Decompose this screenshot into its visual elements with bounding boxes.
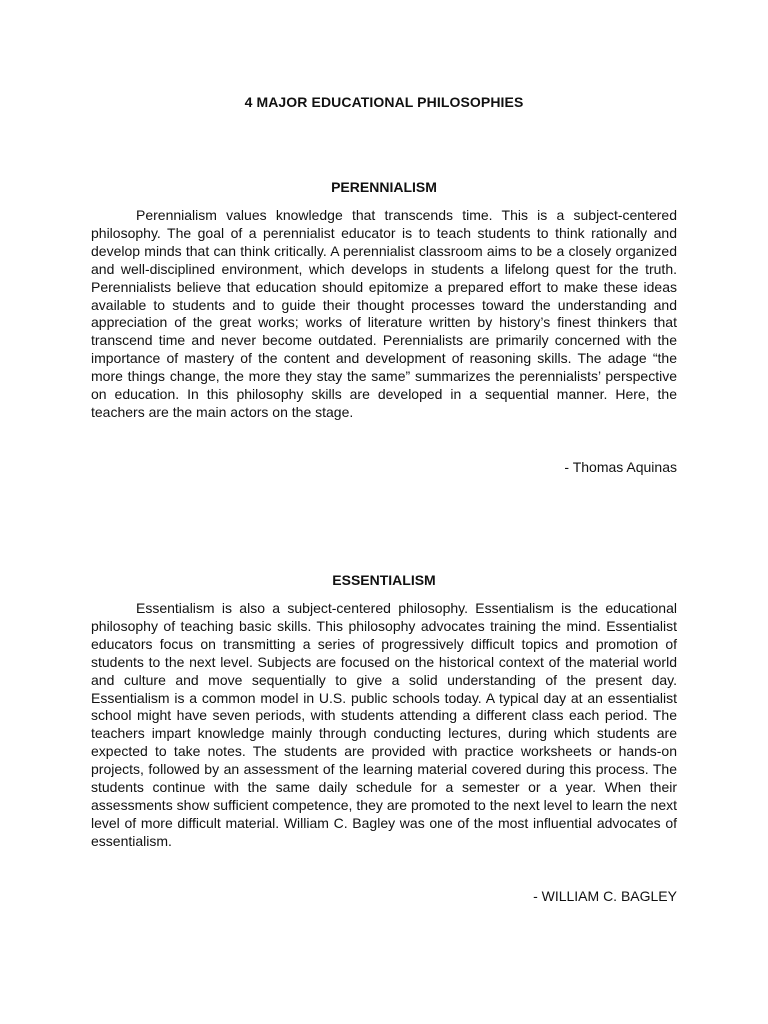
section-perennialism [91,179,677,475]
section-body: Essentialism is also a subject-centered philosophy. Essentialism is the educational philosophy of teaching basic skills. This philosophy advocates training the mind. Essentialist educators focus on transmitting a series of progressively difficult topics and promotion of students to the next level. Subjects are focused on the historical context of the material world and culture and move sequentially to give a solid understanding of the present day. Essentialism is a common model in U.S. public schools today. A typical day at an essentialist school might have seven periods, with students attending a different class each period. The teachers impart knowledge mainly through conducting lectures, during which students are expected to take notes. The students are provided with practice worksheets or hands-on projects, followed by an assessment of the learning material covered during this process. The students continue with the same daily schedule for a semester or a year. When their assessments show sufficient competence, they are promoted to the next level to learn the next level of more difficult material. William C. Bagley was one of the most influential advocates of essentialism. [91,600,677,849]
attribution: - Thomas Aquinas [564,458,677,475]
section-body: Perennialism values knowledge that transcends time. This is a subject-centered philosophy. The goal of a perennialist educator is to teach students to think rationally and develop minds that can think critically. A perennialist classroom aims to be a closely organized and well-disciplined environment, which develops in students a lifelong quest for the truth. Perennialists believe that education should epitomize a prepared effort to make these ideas available to students and to guide their thought processes toward the understanding and appreciation of the great works; works of literature written by history’s finest thinkers that transcend time and never become outdated. Perennialists are primarily concerned with the importance of mastery of the content and development of reasoning skills. The adage “the more things change, the more they stay the same” summarizes the perennialists’ perspective on education. In this philosophy skills are developed in a sequential manner. Here, the teachers are the main actors on the stage. [91,207,677,420]
document-title: 4 MAJOR EDUCATIONAL PHILOSOPHIES [244,94,524,110]
attribution: - WILLIAM C. BAGLEY [533,887,677,904]
section-essentialism [91,572,677,904]
section-heading: PERENNIALISM [331,179,437,195]
section-heading: ESSENTIALISM [332,572,436,588]
